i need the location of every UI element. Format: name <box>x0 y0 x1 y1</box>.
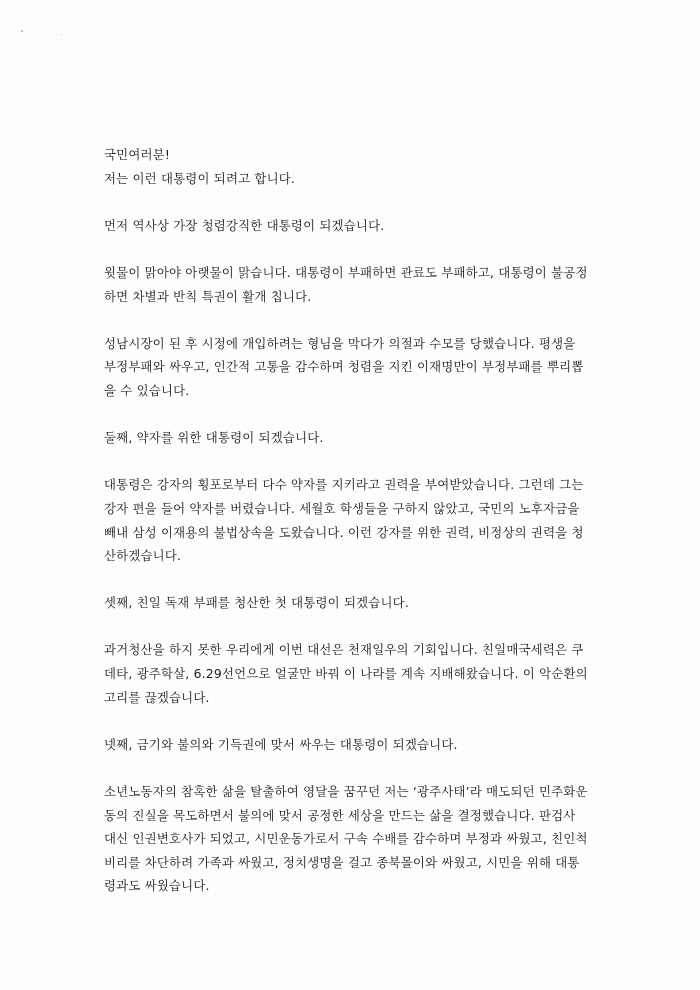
text-line: 과거청산을 하지 못한 우리에게 이번 대선은 천재일우의 기회입니다. 친일매국세력은 쿠 <box>104 642 584 658</box>
text-line: 소년노동자의 참혹한 삶을 탈출하여 영달을 꿈꾸던 저는 ‘광주사태’라 매도되던 민주화운 <box>104 784 588 800</box>
text-line: 데타, 광주학살, 6.29선언으로 얼굴만 바꿔 이 나라를 계속 지배해왔습니다. 이 악순환의 <box>104 666 588 682</box>
paragraph <box>104 214 604 238</box>
text-line: 산하겠습니다. <box>104 548 182 564</box>
text-line: 대통령은 강자의 횡포로부터 다수 약자를 지키라고 권력을 부여받았습니다. 그런데 그는 <box>104 477 584 493</box>
paragraph <box>104 261 604 308</box>
scan-speck <box>61 34 62 35</box>
text-line: 성남시장이 된 후 시정에 개입하려는 형님을 막다가 의절과 수모를 당했습니다. 평생을 <box>104 335 576 351</box>
text-line: 대신 인권변호사가 되었고, 시민운동가로서 구속 수배를 감수하며 부정과 싸웠고, 친인척 <box>104 831 588 847</box>
text-line: 을 수 있습니다. <box>104 382 190 398</box>
text-line: 넷째, 금기와 불의와 기득권에 맞서 싸우는 대통령이 되겠습니다. <box>104 736 458 752</box>
paragraph <box>104 143 604 190</box>
text-line: 국민여러분! <box>104 147 171 162</box>
paragraph <box>104 638 604 709</box>
document-body <box>104 143 604 922</box>
text-line: 고리를 끊겠습니다. <box>104 689 210 705</box>
text-line: 빼내 삼성 이재용의 불법상속을 도왔습니다. 이런 강자를 위한 권력, 비정상의 권력을 청 <box>104 524 584 540</box>
paragraph <box>104 733 604 757</box>
text-line: 비리를 차단하려 가족과 싸웠고, 정치생명을 걸고 종북몰이와 싸웠고, 시민을 위해 대통 <box>104 854 580 870</box>
text-line: 먼저 역사상 가장 청렴강직한 대통령이 되겠습니다. <box>104 217 385 233</box>
paragraph <box>104 473 604 567</box>
paragraph <box>104 426 604 450</box>
paragraph <box>104 332 604 403</box>
text-line: 부정부패와 싸우고, 인간적 고통을 감수하며 청렴을 지킨 이재명만이 부정부패를 뿌리뽑 <box>104 359 584 375</box>
text-line: 둘째, 약자를 위한 대통령이 되겠습니다. <box>104 430 324 446</box>
text-line: 동의 진실을 목도하면서 불의에 맞서 공정한 세상을 만드는 삶을 결정했습니다. 판검사 <box>104 807 576 823</box>
text-line: 강자 편을 들어 약자를 버렸습니다. 세월호 학생들을 구하지 않았고, 국민의 노후자금을 <box>104 500 580 516</box>
text-line: 셋째, 친일 독재 부패를 청산한 첫 대통령이 되겠습니다. <box>104 595 409 611</box>
paragraph <box>104 780 604 898</box>
scan-speck <box>21 30 23 32</box>
paragraph <box>104 591 604 615</box>
text-line: 령과도 싸웠습니다. <box>104 878 210 894</box>
text-line: 윗물이 맑아야 아랫물이 맑습니다. 대통령이 부패하면 관료도 부패하고, 대통령이 불공정 <box>104 264 588 280</box>
text-line: 하면 차별과 반칙 특권이 활개 칩니다. <box>104 288 312 304</box>
text-line: 저는 이런 대통령이 되려고 합니다. <box>104 170 296 186</box>
